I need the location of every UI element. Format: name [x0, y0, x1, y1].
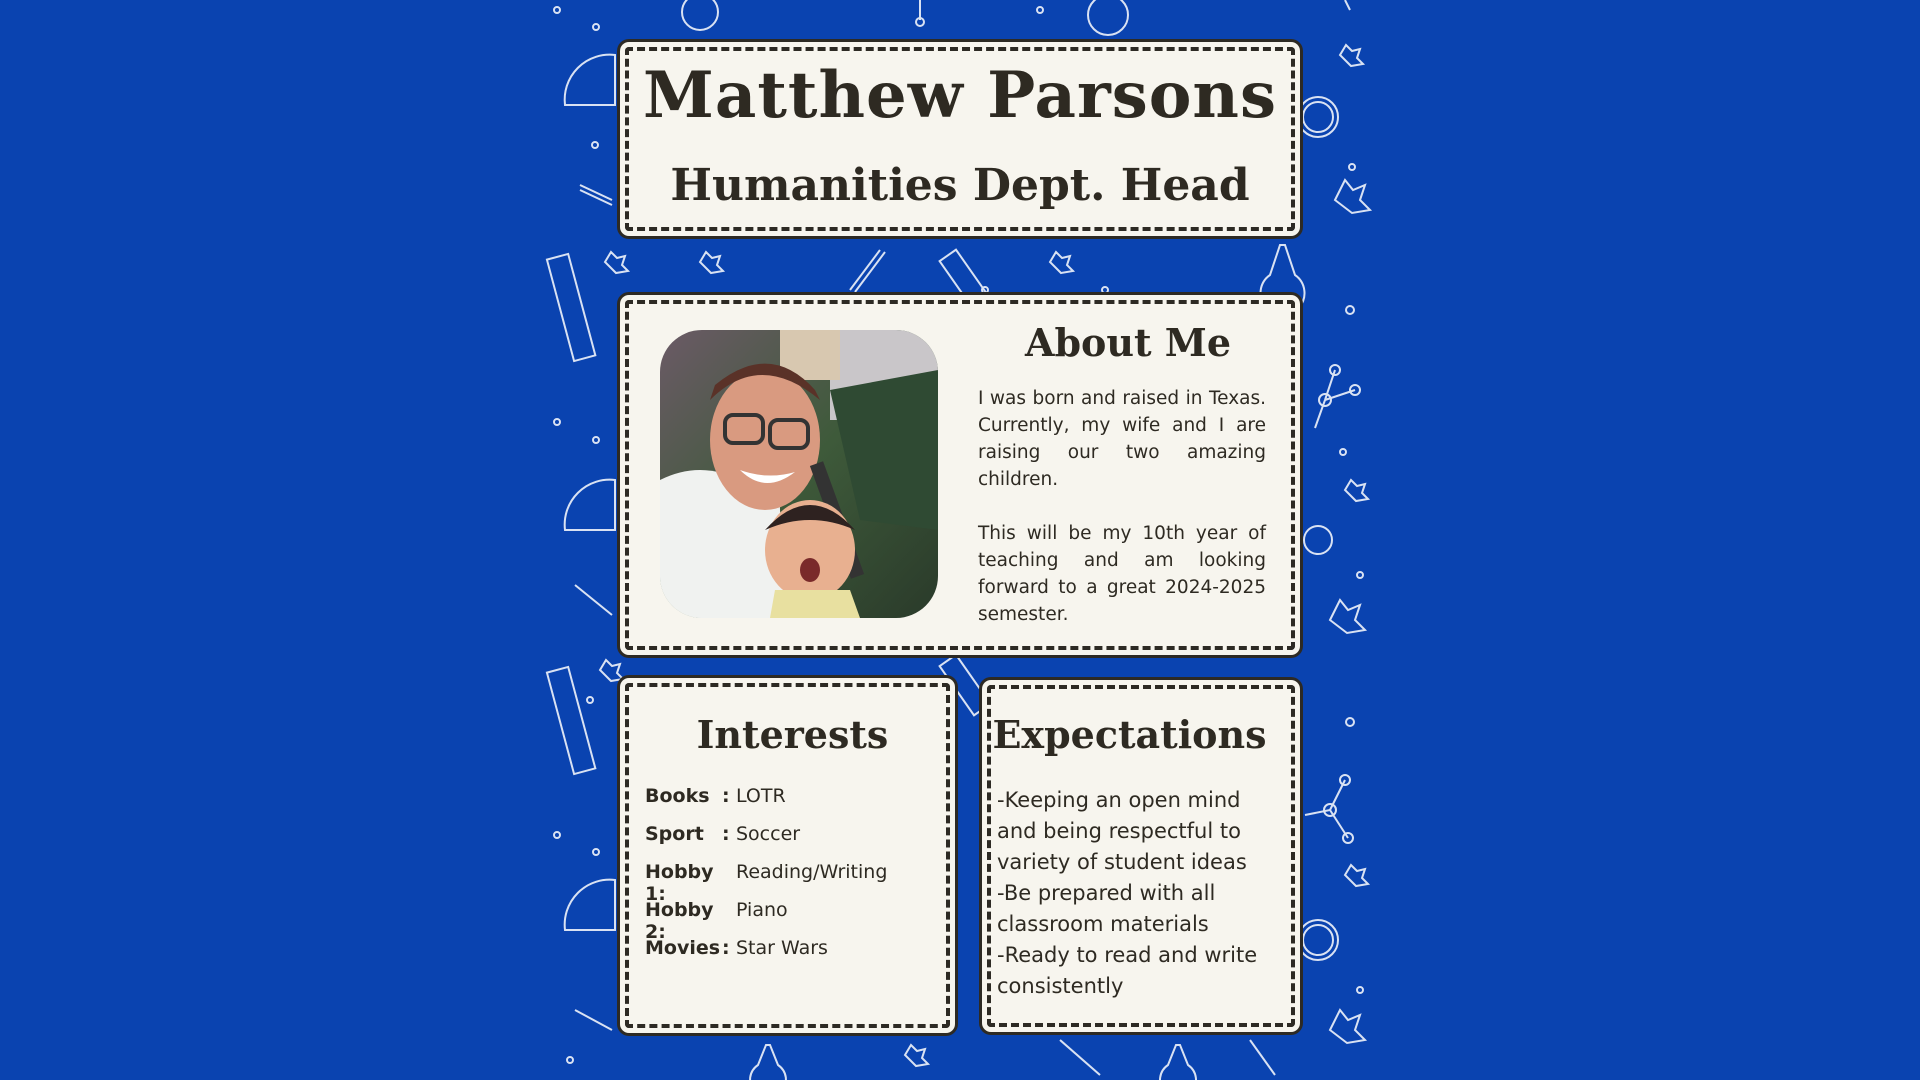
interest-row — [645, 899, 945, 943]
interest-value: Reading/Writing — [736, 861, 888, 883]
teacher-name: Matthew Parsons — [643, 58, 1277, 133]
interest-row — [645, 861, 945, 905]
interests-list — [645, 785, 945, 975]
expectation-item: -Keeping an open mind and being respectful to variety of student ideas — [997, 788, 1247, 874]
interest-key: Books — [645, 785, 710, 807]
interest-row — [645, 823, 945, 861]
about-paragraph-1: I was born and raised in Texas. Currently, my wife and I are raising our two amazing children. — [978, 388, 1266, 490]
teacher-photo — [660, 330, 938, 618]
interest-value: Star Wars — [736, 937, 828, 959]
interests-heading: Interests — [696, 712, 889, 757]
about-heading: About Me — [1024, 320, 1232, 365]
interest-key: Hobby 2: — [645, 899, 714, 943]
interest-value: LOTR — [736, 785, 786, 807]
about-paragraph-2: This will be my 10th year of teaching and am looking forward to a great 2024-2025 semester. — [978, 523, 1266, 625]
photo-illustration — [660, 330, 938, 618]
interest-key: Hobby 1: — [645, 861, 714, 905]
interest-row — [645, 937, 945, 975]
expectations-heading: Expectations — [992, 712, 1267, 757]
interest-value: Piano — [736, 899, 788, 921]
interest-row — [645, 785, 945, 823]
header-card — [620, 42, 1300, 236]
interest-value: Soccer — [736, 823, 801, 845]
teacher-title: Humanities Dept. Head — [670, 160, 1250, 211]
interest-key: Movies — [645, 937, 721, 959]
interest-colon: : — [722, 937, 730, 959]
interest-key: Sport — [645, 823, 704, 845]
interest-colon: : — [722, 823, 730, 845]
expectations-list — [997, 785, 1282, 1002]
expectation-item: -Be prepared with all classroom materials — [997, 881, 1216, 936]
expectation-item: -Ready to read and write consistently — [997, 943, 1258, 998]
about-text — [978, 385, 1266, 655]
interest-colon: : — [722, 785, 730, 807]
